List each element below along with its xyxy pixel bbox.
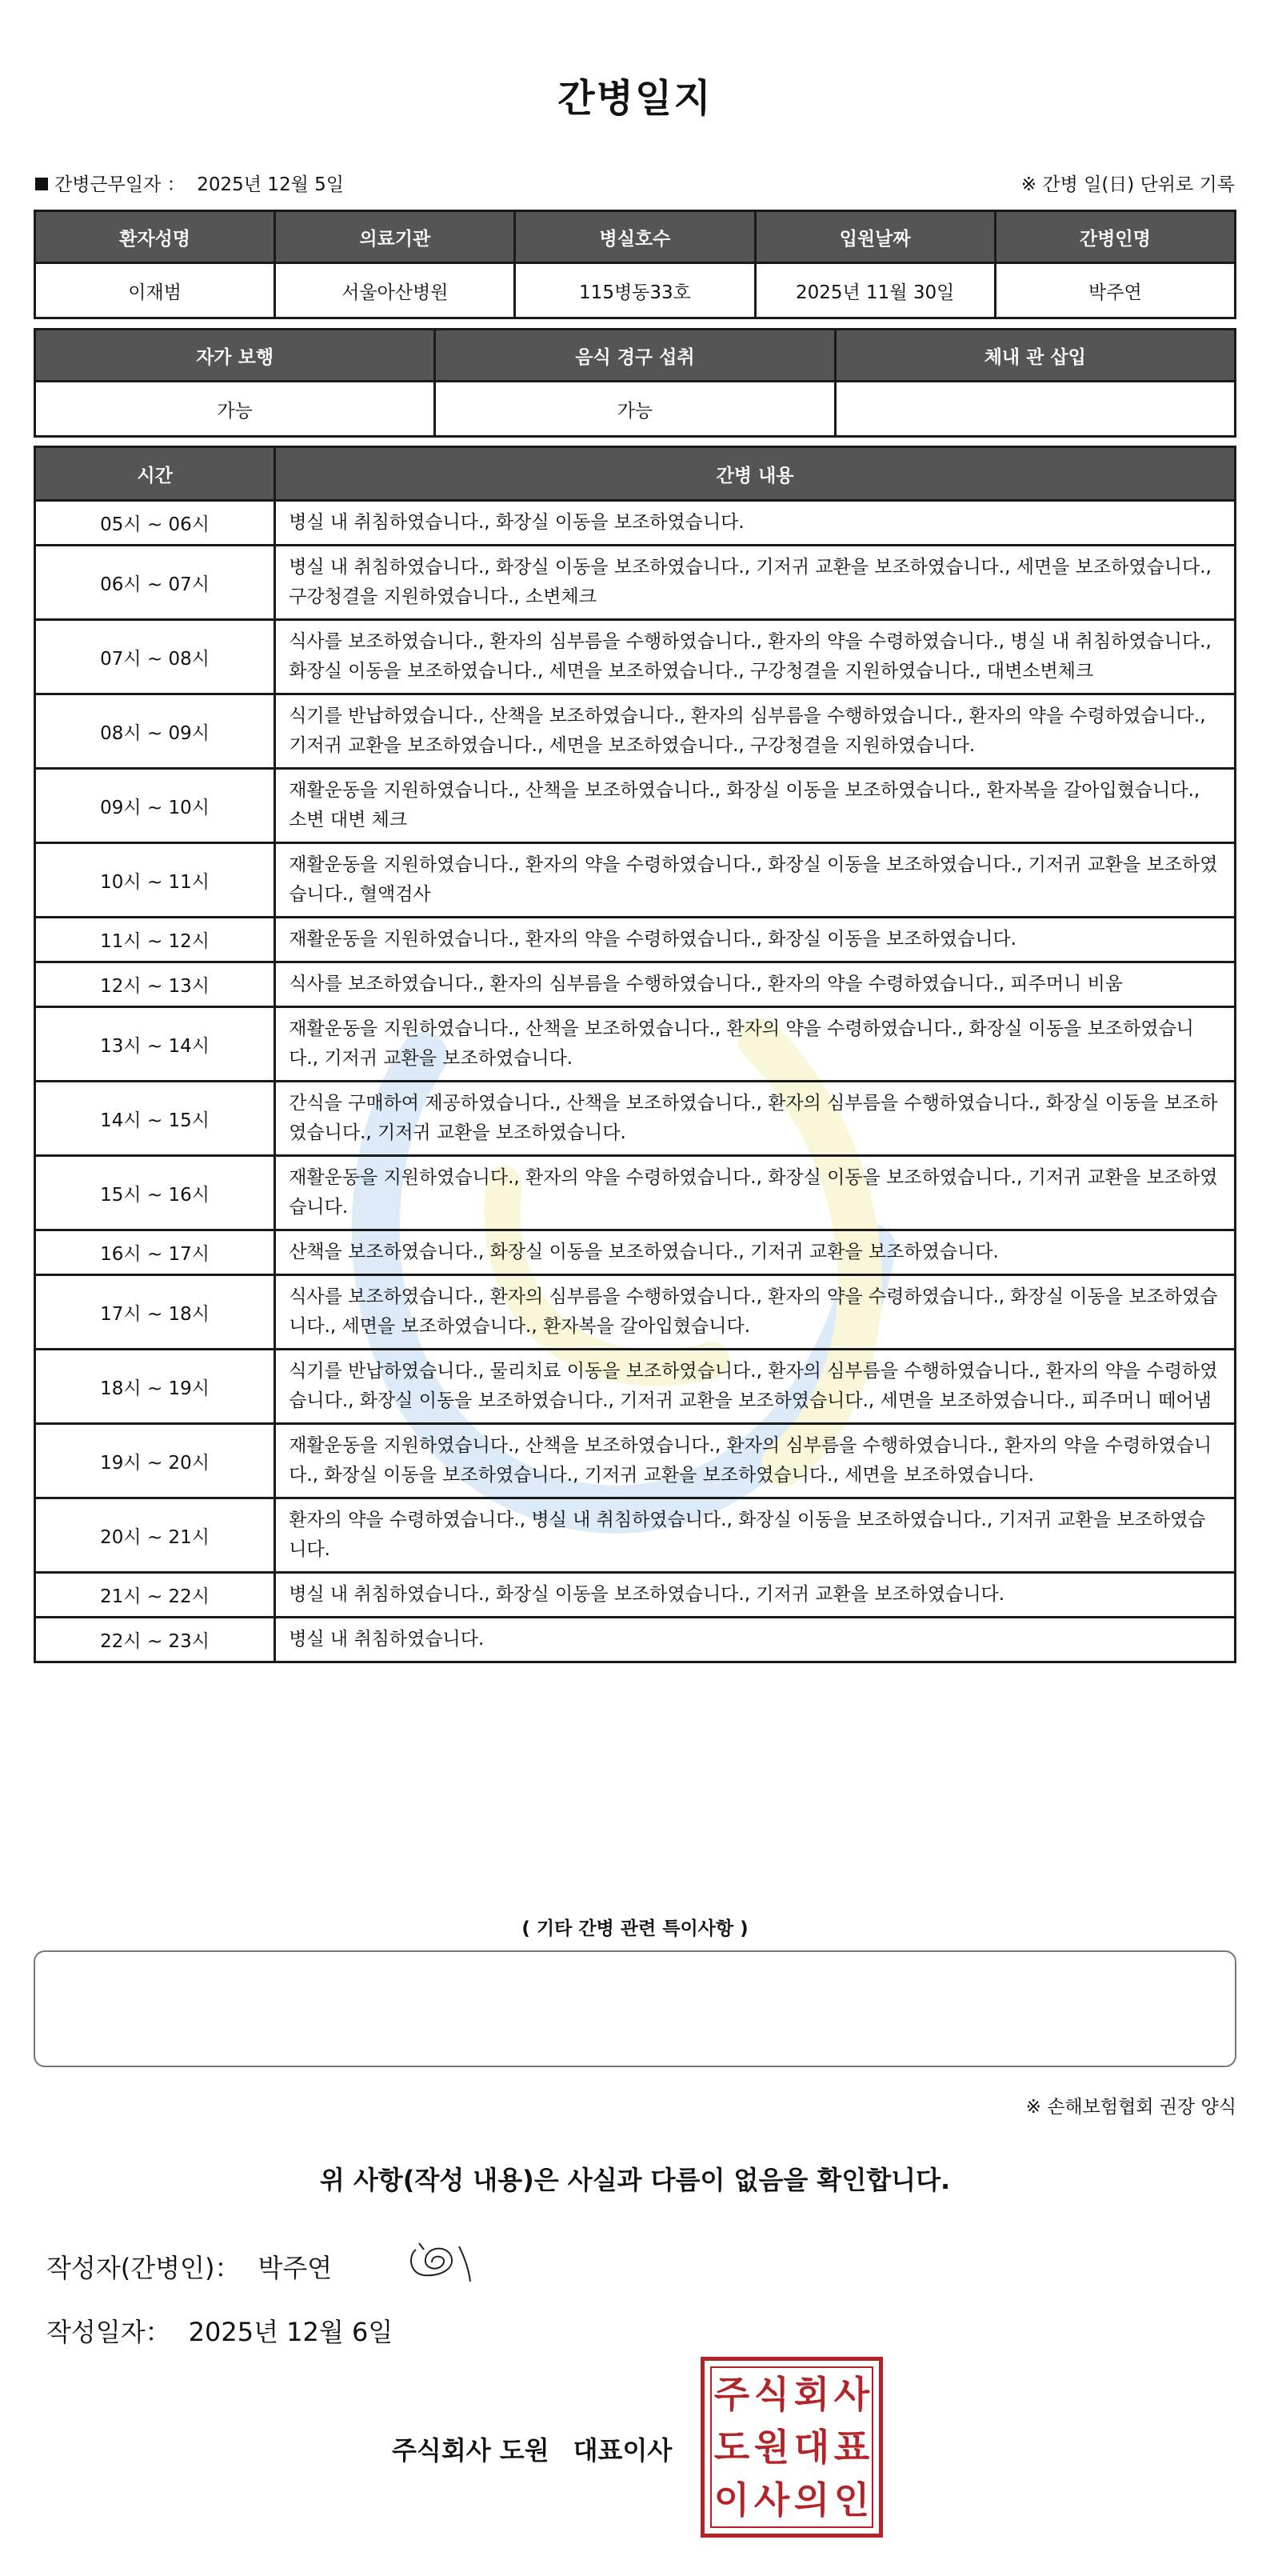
remarks-box — [34, 1950, 1236, 2067]
care-log-content: 간식을 구매하여 제공하였습니다., 산책을 보조하였습니다., 환자의 심부름을 수행하였습니다., 화장실 이동을 보조하였습니다., 기저귀 교환을 보조하였습니다. — [275, 1082, 1236, 1156]
seal-character: 회 — [793, 2373, 830, 2416]
work-date-line — [35, 170, 344, 196]
confirmation-statement: 위 사항(작성 내용)은 사실과 다름이 없음을 확인합니다. — [319, 2165, 951, 2195]
seal-character: 도 — [713, 2426, 750, 2469]
header-caregiver-name: 간병인명 — [995, 211, 1235, 263]
care-log-row — [35, 843, 1236, 918]
care-log-row — [35, 1230, 1236, 1275]
seal-character: 주 — [713, 2373, 750, 2416]
work-date-label: 간병근무일자 ： — [54, 174, 186, 195]
representative-title: 대표이사 — [573, 2435, 673, 2466]
care-log-time: 15시 ~ 16시 — [35, 1156, 275, 1230]
author-label: 작성자(간병인)： — [46, 2253, 241, 2283]
care-log-time: 21시 ~ 22시 — [35, 1573, 275, 1618]
care-log-row — [35, 1082, 1236, 1156]
care-log-content: 병실 내 취침하였습니다., 화장실 이동을 보조하였습니다. — [275, 501, 1236, 546]
care-log-time: 14시 ~ 15시 — [35, 1082, 275, 1156]
care-log-content: 식기를 반납하였습니다., 물리치료 이동을 보조하였습니다., 환자의 심부름을 수행하였습니다., 환자의 약을 수령하였습니다., 화장실 이동을 보조하였습니다., 기저귀 교환을 보조하였습니다., 세면을 보조하였습니다., 피주머니 떼어냄 — [275, 1350, 1236, 1424]
care-log-content: 병실 내 취침하였습니다., 화장실 이동을 보조하였습니다., 기저귀 교환을 보조하였습니다., 세면을 보조하였습니다., 구강청결을 지원하였습니다., 소변체크 — [275, 546, 1236, 620]
care-log-table — [34, 446, 1236, 1663]
care-log-row — [35, 962, 1236, 1007]
patient-info-table — [34, 210, 1236, 319]
care-log-row — [35, 501, 1236, 546]
seal-character: 식 — [753, 2373, 790, 2416]
care-log-time: 05시 ~ 06시 — [35, 501, 275, 546]
care-log-body — [35, 501, 1236, 1662]
care-log-row — [35, 1424, 1236, 1498]
care-log-content: 산책을 보조하였습니다., 화장실 이동을 보조하였습니다., 기저귀 교환을 보조하였습니다. — [275, 1230, 1236, 1275]
care-log-time: 06시 ~ 07시 — [35, 546, 275, 620]
header-patient-name: 환자성명 — [35, 211, 275, 263]
care-log-time: 16시 ~ 17시 — [35, 1230, 275, 1275]
seal-character: 원 — [753, 2426, 790, 2469]
care-log-content: 식사를 보조하였습니다., 환자의 심부름을 수행하였습니다., 환자의 약을 수령하였습니다., 화장실 이동을 보조하였습니다., 세면을 보조하였습니다., 환자복을 갈아입혔습니다. — [275, 1275, 1236, 1350]
square-bullet-icon — [35, 178, 48, 190]
seal-character: 표 — [833, 2426, 870, 2469]
care-log-row — [35, 769, 1236, 843]
care-log-time: 09시 ~ 10시 — [35, 769, 275, 843]
care-log-time: 20시 ~ 21시 — [35, 1498, 275, 1573]
room-number: 115병동33호 — [515, 263, 755, 318]
care-log-time: 13시 ~ 14시 — [35, 1007, 275, 1082]
header-care-content: 간병 내용 — [275, 447, 1236, 501]
company-name: 주식회사 도원 — [392, 2435, 549, 2466]
header-hospital: 의료기관 — [275, 211, 515, 263]
self-walking-value: 가능 — [35, 382, 435, 437]
header-oral-intake: 음식 경구 섭취 — [435, 330, 835, 382]
hospital-name: 서울아산병원 — [275, 263, 515, 318]
unit-note: ※ 간병 일(日) 단위로 기록 — [1020, 174, 1235, 195]
written-date-label: 작성일자： — [46, 2317, 171, 2347]
header-room-number: 병실호수 — [515, 211, 755, 263]
care-log-content: 식사를 보조하였습니다., 환자의 심부름을 수행하였습니다., 환자의 약을 수령하였습니다., 병실 내 취침하였습니다., 화장실 이동을 보조하였습니다., 세면을 보조하였습니다., 구강청결을 지원하였습니다., 대변소변체크 — [275, 620, 1236, 694]
care-log-row — [35, 1618, 1236, 1662]
care-log-time: 08시 ~ 09시 — [35, 694, 275, 769]
care-log-time: 22시 ~ 23시 — [35, 1618, 275, 1662]
care-log-header-row — [35, 447, 1236, 501]
care-log-content: 병실 내 취침하였습니다., 화장실 이동을 보조하였습니다., 기저귀 교환을 보조하였습니다. — [275, 1573, 1236, 1618]
seal-character: 인 — [833, 2478, 870, 2522]
patient-info-header-row — [35, 211, 1236, 263]
care-log-time: 17시 ~ 18시 — [35, 1275, 275, 1350]
written-date-value: 2025년 12월 6일 — [188, 2317, 393, 2347]
header-tube-insertion: 체내 관 삽입 — [835, 330, 1235, 382]
care-log-row — [35, 694, 1236, 769]
header-self-walking: 자가 보행 — [35, 330, 435, 382]
status-header-row — [35, 330, 1236, 382]
remarks-title: ( 기타 간병 관련 특이사항 ) — [521, 1918, 749, 1939]
care-log-content: 재활운동을 지원하였습니다., 산책을 보조하였습니다., 환자의 약을 수령하였습니다., 화장실 이동을 보조하였습니다., 기저귀 교환을 보조하였습니다. — [275, 1007, 1236, 1082]
patient-status-table — [34, 328, 1236, 438]
care-log-content: 식기를 반납하였습니다., 산책을 보조하였습니다., 환자의 심부름을 수행하였습니다., 환자의 약을 수령하였습니다., 기저귀 교환을 보조하였습니다., 세면을 보조하였습니다., 구강청결을 지원하였습니다. — [275, 694, 1236, 769]
care-log-row — [35, 1156, 1236, 1230]
company-line — [392, 2430, 696, 2467]
written-date-line — [46, 2312, 393, 2349]
care-log-row — [35, 918, 1236, 962]
patient-info-value-row — [35, 263, 1236, 318]
oral-intake-value: 가능 — [435, 382, 835, 437]
care-log-time: 11시 ~ 12시 — [35, 918, 275, 962]
care-log-content: 재활운동을 지원하였습니다., 환자의 약을 수령하였습니다., 화장실 이동을 보조하였습니다. — [275, 918, 1236, 962]
seal-character: 대 — [793, 2426, 830, 2469]
care-log-row — [35, 1350, 1236, 1424]
seal-character: 사 — [833, 2373, 870, 2416]
care-log-time: 18시 ~ 19시 — [35, 1350, 275, 1424]
caregiver-name: 박주연 — [995, 263, 1235, 318]
seal-character: 이 — [713, 2478, 750, 2522]
care-log-time: 19시 ~ 20시 — [35, 1424, 275, 1498]
care-log-row — [35, 1573, 1236, 1618]
care-log-time: 12시 ~ 13시 — [35, 962, 275, 1007]
patient-name: 이재범 — [35, 263, 275, 318]
care-log-content: 재활운동을 지원하였습니다., 산책을 보조하였습니다., 화장실 이동을 보조하였습니다., 환자복을 갈아입혔습니다., 소변 대변 체크 — [275, 769, 1236, 843]
care-log-content: 재활운동을 지원하였습니다., 환자의 약을 수령하였습니다., 화장실 이동을 보조하였습니다., 기저귀 교환을 보조하였습니다., 혈액검사 — [275, 843, 1236, 918]
seal-character: 사 — [753, 2478, 790, 2522]
care-log-row — [35, 1007, 1236, 1082]
seal-character: 의 — [793, 2478, 830, 2522]
care-log-row — [35, 1275, 1236, 1350]
page-title: 간병일지 — [557, 76, 713, 121]
seal-grid — [710, 2366, 873, 2528]
care-log-content: 재활운동을 지원하였습니다., 산책을 보조하였습니다., 환자의 심부름을 수행하였습니다., 환자의 약을 수령하였습니다., 화장실 이동을 보조하였습니다., 기저귀 교환을 보조하였습니다., 세면을 보조하였습니다. — [275, 1424, 1236, 1498]
company-seal — [701, 2357, 883, 2538]
care-log-content: 식사를 보조하였습니다., 환자의 심부름을 수행하였습니다., 환자의 약을 수령하였습니다., 피주머니 비움 — [275, 962, 1236, 1007]
care-log-time: 07시 ~ 08시 — [35, 620, 275, 694]
care-log-time: 10시 ~ 11시 — [35, 843, 275, 918]
header-time: 시간 — [35, 447, 275, 501]
care-log-content: 재활운동을 지원하였습니다., 환자의 약을 수령하였습니다., 화장실 이동을 보조하였습니다., 기저귀 교환을 보조하였습니다. — [275, 1156, 1236, 1230]
care-log-row — [35, 620, 1236, 694]
header-admission-date: 입원날짜 — [755, 211, 995, 263]
tube-insertion-value — [835, 382, 1235, 437]
care-log-content: 병실 내 취침하였습니다. — [275, 1618, 1236, 1662]
care-log-content: 환자의 약을 수령하였습니다., 병실 내 취침하였습니다., 화장실 이동을 보조하였습니다., 기저귀 교환을 보조하였습니다. — [275, 1498, 1236, 1573]
recommended-form-note: ※ 손해보험협회 권장 양식 — [1025, 2097, 1236, 2118]
care-log-row — [35, 1498, 1236, 1573]
work-date-value: 2025년 12월 5일 — [197, 174, 344, 195]
status-value-row — [35, 382, 1236, 437]
handwritten-signature — [400, 2232, 480, 2288]
author-name: 박주연 — [258, 2253, 333, 2283]
admission-date: 2025년 11월 30일 — [755, 263, 995, 318]
care-log-row — [35, 546, 1236, 620]
author-line — [46, 2248, 332, 2285]
